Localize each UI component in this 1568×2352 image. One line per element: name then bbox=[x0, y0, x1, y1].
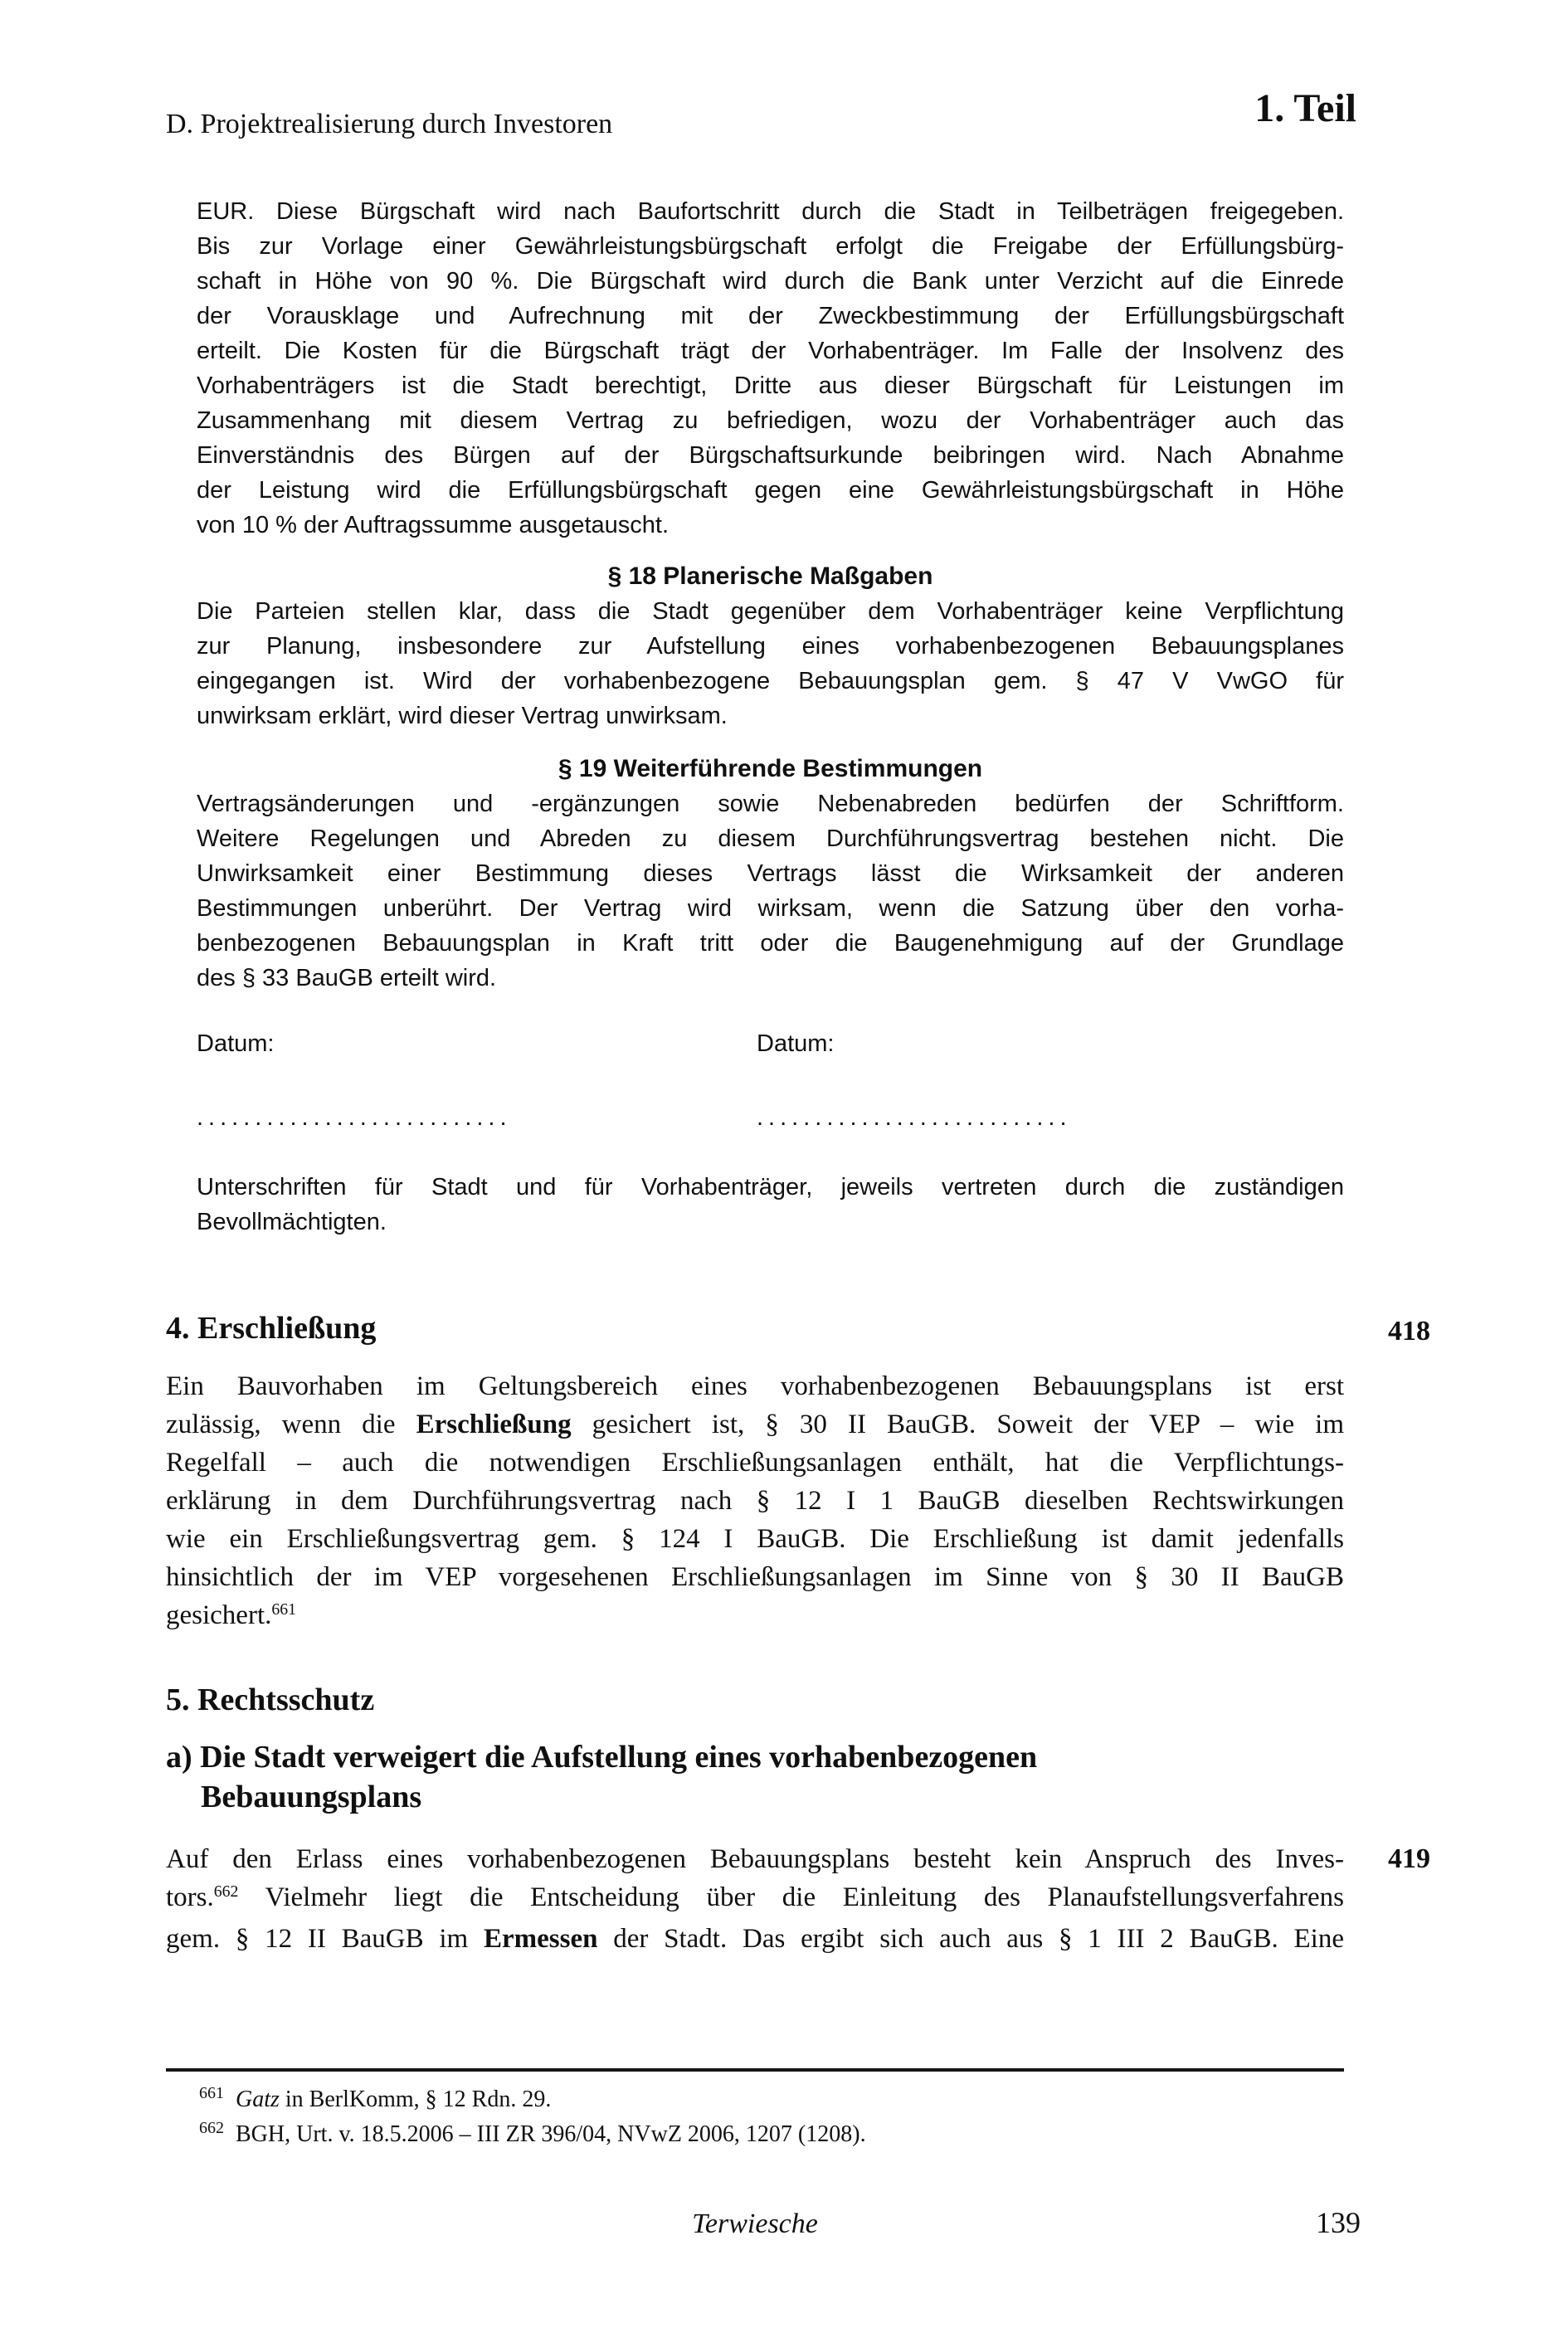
text-line: des § 33 BauGB erteilt wird. bbox=[197, 965, 497, 991]
text-line: tors.$^{662}$ Vielmehr liegt die Entscheidung über die Einleitung des Planaufstellungsverfahrens bbox=[166, 1882, 1344, 1912]
running-header-part-label: 1. Teil bbox=[1254, 86, 1356, 130]
page-footer-author: Terwiesche bbox=[692, 2208, 818, 2239]
text-line: Unterschriften für Stadt und für Vorhabenträger, jeweils vertreten durch die zuständigen bbox=[197, 1174, 1344, 1200]
text-line: wie ein Erschließungsvertrag gem. § 124 I BauGB. Die Erschließung ist damit jedenfalls bbox=[166, 1524, 1344, 1554]
footnote-reference: 661 bbox=[271, 1600, 297, 1619]
date-row bbox=[197, 1026, 1344, 1061]
footnote-661-text: Gatz in BerlKomm, § 12 Rdn. 29. bbox=[236, 2087, 552, 2112]
text-line: gem. § 12 II BauGB im Ermessen der Stadt. Das ergibt sich auch aus § 1 III 2 BauGB. Eine bbox=[166, 1924, 1344, 1954]
footnote-separator-rule bbox=[166, 2068, 1344, 2072]
contract-paragraph-guarantee bbox=[197, 194, 1344, 543]
footnote-662-text: BGH, Urt. v. 18.5.2006 – III ZR 396/04, NVwZ 2006, 1207 (1208). bbox=[236, 2121, 866, 2147]
signature-dotted-line-left: ........................... bbox=[197, 1104, 512, 1131]
text-line: von 10 % der Auftragssumme ausgetauscht. bbox=[197, 512, 670, 538]
footnote-reference: 662 bbox=[213, 1882, 239, 1902]
text-line: Vorhabenträgers ist die Stadt berechtigt, Dritte aus dieser Bürgschaft für Leistungen im bbox=[197, 373, 1344, 399]
text-line: schaft in Höhe von 90 %. Die Bürgschaft wird durch die Bank unter Verzicht auf die Einrede bbox=[197, 268, 1344, 295]
page-number: 139 bbox=[1316, 2206, 1361, 2239]
section-4-heading: 4. Erschließung bbox=[166, 1311, 377, 1346]
contract-section-18-paragraph bbox=[197, 594, 1344, 733]
section-5a-paragraph bbox=[166, 1840, 1344, 1958]
emphasized-text: Ermessen bbox=[483, 1924, 598, 1954]
text-line: a) Die Stadt verweigert die Aufstellung eines vorhabenbezogenen bbox=[166, 1740, 1038, 1775]
text-line: zulässig, wenn die Erschließung gesichert ist, § 30 II BauGB. Soweit der VEP – wie im bbox=[166, 1410, 1344, 1439]
text-line: Bestimmungen unberührt. Der Vertrag wird wirksam, wenn die Satzung über den vorha- bbox=[197, 895, 1344, 922]
text-line: zur Planung, insbesondere zur Aufstellung eines vorhabenbezogenen Bebauungsplanes bbox=[197, 633, 1344, 660]
text-line: Bis zur Vorlage einer Gewährleistungsbürgschaft erfolgt die Freigabe der Erfüllungsbürg- bbox=[197, 233, 1344, 260]
text-line: Zusammenhang mit diesem Vertrag zu befriedigen, wozu der Vorhabenträger auch das bbox=[197, 407, 1344, 434]
text-line: Regelfall – auch die notwendigen Erschließungsanlagen enthält, hat die Verpflichtungs- bbox=[166, 1448, 1344, 1478]
section-5a-heading bbox=[166, 1737, 1344, 1817]
date-label-left: Datum: bbox=[197, 1030, 275, 1057]
text-line: Vertragsänderungen und -ergänzungen sowie Nebenabreden bedürfen der Schriftform. bbox=[197, 791, 1344, 817]
contract-section-19-heading: § 19 Weiterführende Bestimmungen bbox=[558, 755, 983, 782]
footnote-661 bbox=[166, 2082, 1344, 2119]
text-line: unwirksam erklärt, wird dieser Vertrag unwirksam. bbox=[197, 703, 728, 729]
section-4-paragraph bbox=[166, 1367, 1344, 1638]
margin-number-419: 419 bbox=[1388, 1843, 1430, 1874]
margin-number-418: 418 bbox=[1388, 1316, 1430, 1346]
text-line: der Vorausklage und Aufrechnung mit der Zweckbestimmung der Erfüllungsbürgschaft bbox=[197, 303, 1344, 329]
text-line: der Leistung wird die Erfüllungsbürgschaft gegen eine Gewährleistungsbürgschaft in Höhe bbox=[197, 477, 1344, 504]
text-line: erteilt. Die Kosten für die Bürgschaft trägt der Vorhabenträger. Im Falle der Insolvenz des bbox=[197, 338, 1344, 364]
footnote-662-marker: 662 bbox=[199, 2119, 224, 2137]
footnote-661-marker: 661 bbox=[199, 2084, 224, 2102]
signature-dotted-line-right: ........................... bbox=[757, 1104, 1072, 1131]
contract-section-18-heading: § 18 Planerische Maßgaben bbox=[607, 562, 933, 590]
text-line: Bevollmächtigten. bbox=[197, 1209, 387, 1235]
text-line: erklärung in dem Durchführungsvertrag nach § 12 I 1 BauGB dieselben Rechtswirkungen bbox=[166, 1486, 1344, 1516]
text-line: gesichert.$^{661}$ bbox=[166, 1600, 297, 1630]
text-line: Ein Bauvorhaben im Geltungsbereich eines vorhabenbezogenen Bebauungsplans ist erst bbox=[166, 1371, 1344, 1401]
text-line: eingegangen ist. Wird der vorhabenbezogene Bebauungsplan gem. § 47 V VwGO für bbox=[197, 668, 1344, 694]
emphasized-text: Gatz bbox=[236, 2087, 280, 2112]
text-line: benbezogenen Bebauungsplan in Kraft tritt oder die Baugenehmigung auf der Grundlage bbox=[197, 930, 1344, 957]
running-header-section-title: D. Projektrealisierung durch Investoren bbox=[166, 109, 613, 139]
text-line: Weitere Regelungen und Abreden zu diesem Durchführungsvertrag bestehen nicht. Die bbox=[197, 825, 1344, 852]
footnote-662 bbox=[166, 2117, 1344, 2154]
date-label-right: Datum: bbox=[757, 1030, 835, 1057]
text-line: hinsichtlich der im VEP vorgesehenen Erschließungsanlagen im Sinne von § 30 II BauGB bbox=[166, 1562, 1344, 1592]
signature-dots-row bbox=[197, 1100, 1344, 1135]
contract-section-19-paragraph bbox=[197, 786, 1344, 996]
text-line: Die Parteien stellen klar, dass die Stadt gegenüber dem Vorhabenträger keine Verpflichtung bbox=[197, 598, 1344, 625]
signature-note bbox=[197, 1170, 1344, 1239]
text-line: Bebauungsplans bbox=[201, 1780, 422, 1814]
section-5-heading: 5. Rechtsschutz bbox=[166, 1682, 375, 1717]
text-line: Einverständnis des Bürgen auf der Bürgschaftsurkunde beibringen wird. Nach Abnahme bbox=[197, 442, 1344, 469]
text-line: EUR. Diese Bürgschaft wird nach Baufortschritt durch die Stadt in Teilbeträgen freigegeben. bbox=[197, 198, 1344, 225]
text-line: Unwirksamkeit einer Bestimmung dieses Vertrags lässt die Wirksamkeit der anderen bbox=[197, 860, 1344, 887]
text-line: Auf den Erlass eines vorhabenbezogenen Bebauungsplans besteht kein Anspruch des Inves- bbox=[166, 1844, 1344, 1874]
emphasized-text: Erschließung bbox=[416, 1410, 572, 1439]
